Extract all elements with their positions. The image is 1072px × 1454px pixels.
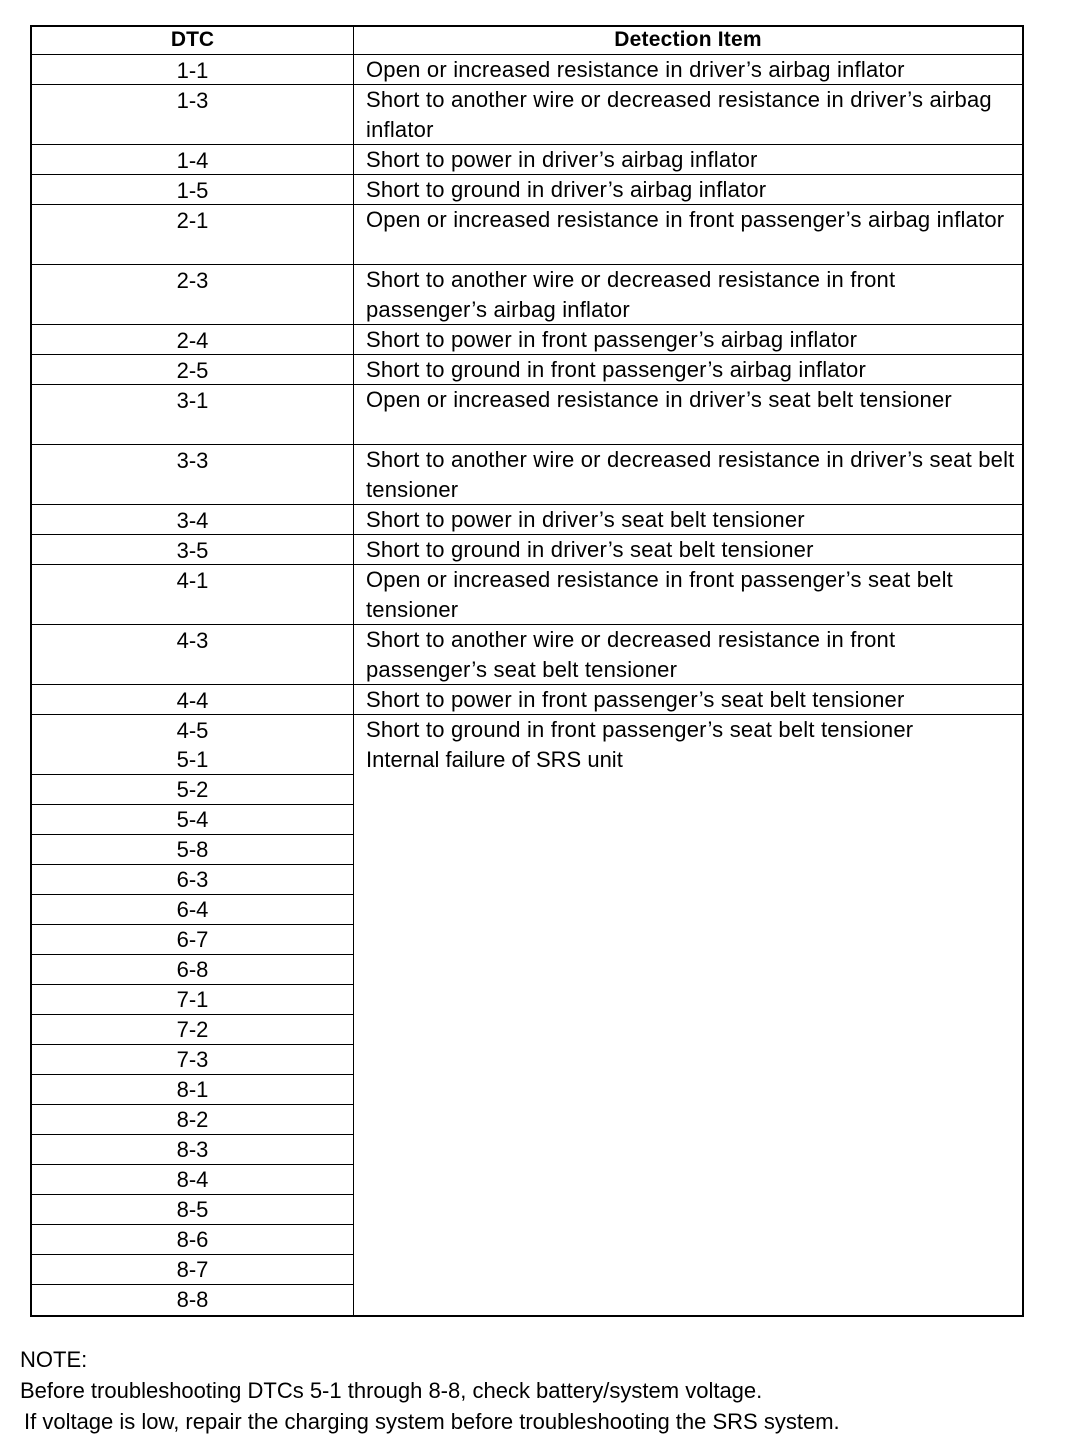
dtc-code: 5-1 [32,745,353,775]
table-row [32,445,1022,505]
dtc-code: 8-4 [32,1165,353,1195]
dtc-code: 8-3 [32,1135,353,1165]
table-row [32,565,1022,625]
table-row [32,85,1022,145]
dtc-code: 5-2 [32,775,353,805]
dtc-code: 7-2 [32,1015,353,1045]
dtc-code: 4-3 [32,625,354,684]
dtc-code: 8-2 [32,1105,353,1135]
dtc-code: 8-1 [32,1075,353,1105]
dtc-code: 6-4 [32,895,353,925]
table-row [32,385,1022,445]
dtc-code: 8-8 [176,1287,209,1312]
dtc-code: 1-4 [32,145,354,174]
group-dtc-column [32,745,354,1315]
dtc-code: 6-8 [32,955,353,985]
table-row [32,265,1022,325]
dtc-code: 5-4 [32,805,353,835]
detection-item: Short to another wire or decreased resistance in front passenger’s airbag inflator [366,267,896,322]
detection-item: Short to another wire or decreased resistance in driver’s seat belt tensioner [366,447,1015,502]
table-header [32,27,1022,55]
detection-item: Short to ground in driver’s airbag inflator [366,177,767,202]
dtc-code: 4-1 [32,565,354,624]
dtc-table [30,25,1024,1317]
table-row [32,505,1022,535]
dtc-code: 4-5 [32,715,354,745]
detection-item: Short to power in front passenger’s seat belt tensioner [366,687,905,712]
dtc-code: 6-3 [32,865,353,895]
detection-item: Short to ground in driver’s seat belt tensioner [366,537,814,562]
detection-item: Open or increased resistance in front passenger’s seat belt tensioner [366,567,953,622]
dtc-code: 2-3 [32,265,354,324]
note-line-1: Before troubleshooting DTCs 5-1 through 8-8, check battery/system voltage. [20,1378,763,1403]
dtc-code: 6-7 [32,925,353,955]
table-row [32,325,1022,355]
dtc-code: 1-5 [32,175,354,204]
detection-item: Short to ground in front passenger’s seat belt tensioner [366,717,914,742]
note-label: NOTE: [20,1347,88,1372]
detection-item: Open or increased resistance in front passenger’s airbag inflator [366,207,1005,232]
table-row [32,535,1022,565]
note-section [20,1344,840,1437]
detection-item: Short to power in front passenger’s airbag inflator [366,327,858,352]
dtc-code: 5-8 [32,835,353,865]
detection-item: Short to another wire or decreased resistance in front passenger’s seat belt tensioner [366,627,896,682]
dtc-code: 4-4 [32,685,354,714]
table-row [32,205,1022,265]
dtc-code: 2-4 [32,325,354,354]
internal-failure-group [32,745,1022,1315]
table-row [32,355,1022,385]
table-row [32,625,1022,685]
dtc-code: 2-5 [32,355,354,384]
table-body [32,55,1022,745]
table-row [32,55,1022,85]
detection-item: Open or increased resistance in driver’s seat belt tensioner [366,387,952,412]
table-row [32,715,1022,745]
group-detection-item: Internal failure of SRS unit [366,747,623,772]
dtc-code: 7-3 [32,1045,353,1075]
dtc-code: 8-7 [32,1255,353,1285]
detection-item: Short to another wire or decreased resistance in driver’s airbag inflator [366,87,992,142]
detection-item: Short to power in driver’s seat belt tensioner [366,507,805,532]
detection-item: Short to power in driver’s airbag inflator [366,147,758,172]
dtc-code: 1-1 [32,55,354,84]
dtc-code: 3-1 [32,385,354,444]
note-line-2: If voltage is low, repair the charging system before troubleshooting the SRS system. [24,1409,840,1434]
table-row [32,175,1022,205]
detection-item-column-header: Detection Item [614,28,762,51]
dtc-code: 2-1 [32,205,354,264]
dtc-code: 8-6 [32,1225,353,1255]
dtc-code: 3-4 [32,505,354,534]
dtc-code: 8-5 [32,1195,353,1225]
table-row [32,145,1022,175]
dtc-code: 7-1 [32,985,353,1015]
dtc-column-header: DTC [32,27,354,54]
detection-item: Open or increased resistance in driver’s airbag inflator [366,57,905,82]
dtc-code: 3-5 [32,535,354,564]
table-row [32,685,1022,715]
dtc-code: 1-3 [32,85,354,144]
detection-item: Short to ground in front passenger’s airbag inflator [366,357,866,382]
dtc-code: 3-3 [32,445,354,504]
